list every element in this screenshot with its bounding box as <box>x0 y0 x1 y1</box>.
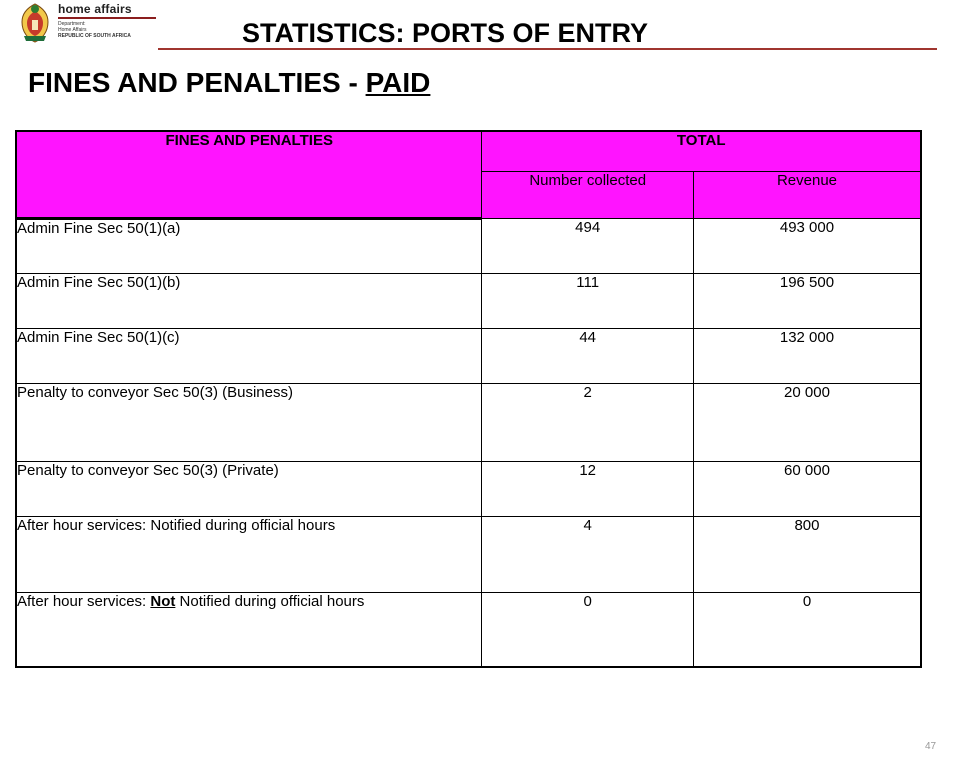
row-revenue: 0 <box>693 592 921 667</box>
table-row <box>16 516 921 592</box>
row-label <box>16 592 482 667</box>
row-number-collected: 494 <box>482 218 694 273</box>
row-revenue: 493 000 <box>693 218 921 273</box>
page-title: STATISTICS: PORTS OF ENTRY <box>242 18 649 48</box>
coat-of-arms-icon <box>18 2 52 44</box>
header-revenue: Revenue <box>693 171 921 218</box>
row-number-collected: 111 <box>482 273 694 328</box>
subtitle-prefix: FINES AND PENALTIES - <box>28 67 366 98</box>
page-number: 47 <box>925 741 937 752</box>
table-row <box>16 592 921 667</box>
row-number-collected: 4 <box>482 516 694 592</box>
row-label-emphasis: Not <box>150 592 176 610</box>
row-label-suffix: Notified during official hours <box>175 592 365 610</box>
logo-line-3: REPUBLIC OF SOUTH AFRICA <box>58 33 131 39</box>
row-revenue: 20 000 <box>693 383 921 461</box>
table-row <box>16 273 921 328</box>
logo-line-1: Department: <box>58 21 86 27</box>
row-revenue: 132 000 <box>693 328 921 383</box>
section-subtitle <box>28 66 430 100</box>
table-header-row <box>16 131 921 171</box>
logo-divider <box>58 17 156 19</box>
row-revenue: 60 000 <box>693 461 921 516</box>
table-row <box>16 218 921 273</box>
header-total: TOTAL <box>482 131 921 171</box>
row-label: Admin Fine Sec 50(1)(c) <box>16 328 482 383</box>
row-revenue: 196 500 <box>693 273 921 328</box>
logo-brand-name: home affairs <box>58 2 132 16</box>
header-number-collected: Number collected <box>482 171 694 218</box>
title-rule <box>158 48 937 50</box>
table-row <box>16 383 921 461</box>
row-number-collected: 0 <box>482 592 694 667</box>
row-label-prefix: After hour services: <box>17 592 151 610</box>
table-row <box>16 328 921 383</box>
logo-line-2: Home Affairs <box>58 27 87 33</box>
row-label: Penalty to conveyor Sec 50(3) (Private) <box>16 461 482 516</box>
fines-table <box>15 130 922 668</box>
department-logo <box>18 2 168 46</box>
subtitle-emphasis: PAID <box>365 67 431 98</box>
row-number-collected: 44 <box>482 328 694 383</box>
row-label: After hour services: Notified during official hours <box>16 516 482 592</box>
table-row <box>16 461 921 516</box>
header-fines-and-penalties: FINES AND PENALTIES <box>16 131 482 218</box>
row-number-collected: 2 <box>482 383 694 461</box>
row-label: Admin Fine Sec 50(1)(b) <box>16 273 482 328</box>
row-number-collected: 12 <box>482 461 694 516</box>
row-label: Penalty to conveyor Sec 50(3) (Business) <box>16 383 482 461</box>
row-label: Admin Fine Sec 50(1)(a) <box>16 218 482 273</box>
row-revenue: 800 <box>693 516 921 592</box>
